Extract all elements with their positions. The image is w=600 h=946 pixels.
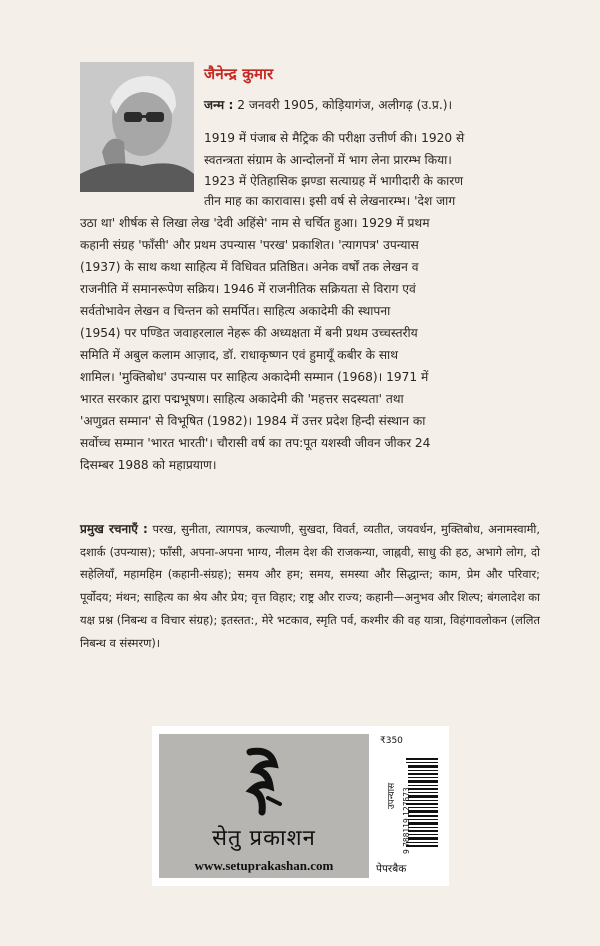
major-works [80, 518, 540, 654]
publisher-name: सेतु प्रकाशन [212, 826, 316, 851]
bio-line: शामिल। 'मुक्तिबोध' उपन्यास पर साहित्य अकादेमी सम्मान (1968)। 1971 में [80, 370, 429, 384]
bio-line: 1923 में ऐतिहासिक झण्डा सत्याग्रह में भागीदारी के कारण [204, 174, 464, 188]
isbn-number: 9 788119 127573 [402, 787, 411, 854]
bio-line: (1954) पर पण्डित जवाहरलाल नेहरू की अध्यक्षता में बनी प्रथम उच्चस्तरीय [80, 326, 418, 340]
binding-label: पेपरबैक [376, 863, 407, 875]
author-name: जैनेन्द्र कुमार [204, 65, 274, 83]
setu-logo-icon [240, 746, 288, 822]
publisher-website: www.setuprakashan.com [194, 858, 334, 873]
works-list: परख, सुनीता, त्यागपत्र, कल्याणी, सुखदा, विवर्त, व्यतीत, जयवर्धन, मुक्तिबोध, अनामस्वामी, दशार्क (उपन्यास); फाँसी, अपना-अपना भाग्य, नीलम देश की राजकन्या, जाह्नवी, साधु की हठ, अभागे लोग, दो सहेलियाँ, महामहिम (कहानी-संग्रह); समय और हम; समय, समस्या और सिद्धान्त; काम, प्रेम और परिवार; पूर्वोदय; मंथन; साहित्य का श्रेय और प्रेय; वृत्त विहार; राष्ट्र और राज्य; कहानी—अनुभव और शिल्प; बंगलादेश का यक्ष प्रश्न (निबन्ध व विचार संग्रह); इतस्तत:, मेरे भटकाव, स्मृति पर्व, कश्मीर की वह यात्रा, विहंगावलोकन (ललित निबन्ध व संस्मरण)। [80, 522, 540, 650]
publisher-panel [152, 726, 449, 886]
birth-value: 2 जनवरी 1905, कोड़ियागंज, अलीगढ़ (उ.प्र.)। [233, 98, 453, 112]
publisher-logo-box [159, 734, 369, 878]
bio-line: भारत सरकार द्वारा पद्मभूषण। साहित्य अकादेमी की 'महत्तर सदस्यता' तथा [80, 392, 404, 406]
bio-line: तीन माह का कारावास। इसी वर्ष से लेखनारम्भ। 'देश जाग [204, 194, 456, 208]
bio-line: उठा था' शीर्षक से लिखा लेख 'देवी अहिंसे' नाम से चर्चित हुआ। 1929 में प्रथम [80, 216, 430, 230]
bio-line: दिसम्बर 1988 को महाप्रयाण। [80, 458, 217, 472]
bio-line: (1937) के साथ कथा साहित्य में विधिवत प्रतिष्ठित। अनेक वर्षों तक लेखन व [80, 260, 419, 274]
bio-line: सर्वतोभावेन लेखन व चिन्तन को समर्पित। साहित्य अकादेमी की स्थापना [80, 304, 391, 318]
birth-info [204, 96, 452, 113]
bio-line: 1919 में पंजाब से मैट्रिक की परीक्षा उत्तीर्ण की। 1920 से [204, 131, 465, 145]
bio-line: सर्वोच्च सम्मान 'भारत भारती'। चौरासी वर्ष का तप:पूत यशस्वी जीवन जीकर 24 [80, 436, 431, 450]
price-label: ₹350 [380, 736, 403, 746]
author-photo [80, 62, 194, 192]
bio-line: राजनीति में समानरूपेण सक्रिय। 1946 में राजनीतिक सक्रियता से विराग एवं [80, 282, 416, 296]
birth-label: जन्म : [204, 98, 234, 112]
works-label: प्रमुख रचनाएँ : [80, 522, 148, 536]
bio-line: स्वतन्त्रता संग्राम के आन्दोलनों में भाग लेना प्रारम्भ किया। [204, 153, 452, 167]
genre-label: उपन्यास [387, 782, 397, 810]
bio-line: कहानी संग्रह 'फाँसी' और प्रथम उपन्यास 'परख' प्रकाशित। 'त्यागपत्र' उपन्यास [80, 238, 419, 252]
bio-line: 'अणुव्रत सम्मान' से विभूषित (1982)। 1984 में उत्तर प्रदेश हिन्दी संस्थान का [80, 414, 426, 428]
bio-line: समिति में अबुल कलाम आज़ाद, डॉ. राधाकृष्णन एवं हुमायूँ कबीर के साथ [80, 348, 398, 362]
